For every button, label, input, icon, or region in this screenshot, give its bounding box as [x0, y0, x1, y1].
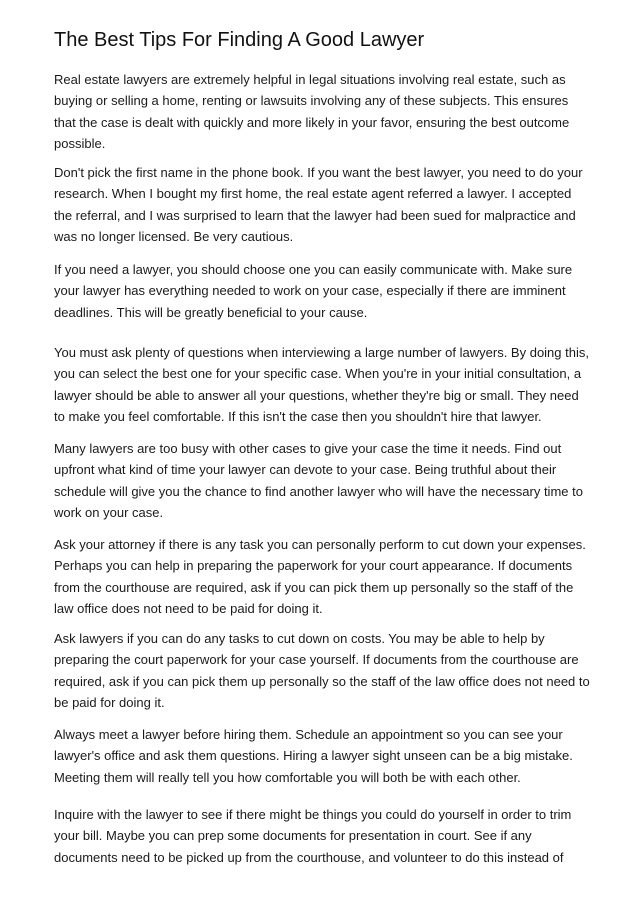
paragraph-line: that the case is dealt with quickly and more likely in your favor, ensuring the best outcome [54, 114, 570, 130]
paragraph-line: Always meet a lawyer before hiring them. Schedule an appointment so you can see your [54, 727, 563, 742]
paragraph-line: lawyer's office and ask them questions. Hiring a lawyer sight unseen can be a big mistake. [54, 748, 573, 764]
paragraph-line: lawyer should be able to answer all your questions, whether they're big or small. They need [54, 387, 579, 403]
paragraph-9 [54, 804, 594, 868]
paragraph-line: your bill. Maybe you can prep some documents for presentation in court. See if any [54, 828, 532, 844]
paragraph-line: Many lawyers are too busy with other cases to give your case the time it needs. Find out [54, 441, 562, 456]
paragraph-4 [54, 342, 594, 428]
paragraph-line: possible. [54, 136, 106, 152]
paragraph-line: Inquire with the lawyer to see if there might be things you could do yourself in order to trim [54, 807, 572, 822]
paragraph-3 [54, 259, 594, 323]
paragraph-line: schedule will give you the chance to find another lawyer who will have the necessary time to [54, 483, 583, 499]
paragraph-6 [54, 534, 594, 620]
paragraph-line: You must ask plenty of questions when interviewing a large number of lawyers. By doing this, [54, 345, 589, 360]
paragraph-line: If you need a lawyer, you should choose one you can easily communicate with. Make sure [54, 262, 573, 277]
paragraph-7 [54, 628, 594, 714]
paragraph-1 [54, 69, 594, 155]
paragraph-8 [54, 724, 594, 788]
paragraph-line: your lawyer has everything needed to work on your case, especially if there are imminent [54, 283, 566, 299]
paragraph-line: you can select the best one for your specific case. When you're in your initial consultation, a [54, 366, 582, 382]
page-title: The Best Tips For Finding A Good Lawyer [54, 29, 425, 51]
paragraph-line: Ask lawyers if you can do any tasks to cut down on costs. You may be able to help by [54, 631, 545, 646]
paragraph-line: from the courthouse are required, ask if you can pick them up personally so the staff of the [54, 579, 574, 595]
paragraph-line: upfront what kind of time your lawyer can devote to your case. Being truthful about their [54, 462, 557, 478]
paragraph-line: buying or selling a home, renting or lawsuits involving any of these subjects. This ensures [54, 93, 569, 109]
paragraph-line: research. When I bought my first home, the real estate agent referred a lawyer. I accepted [54, 186, 572, 202]
paragraph-line: Don't pick the first name in the phone book. If you want the best lawyer, you need to do your [54, 165, 583, 180]
paragraph-line: the referral, and I was surprised to learn that the lawyer had been sued for malpractice and [54, 207, 576, 223]
paragraph-line: to make you feel comfortable. If this isn't the case then you shouldn't hire that lawyer. [54, 409, 542, 425]
paragraph-line: was no longer licensed. Be very cautious. [54, 229, 294, 245]
paragraph-line: Perhaps you can help in preparing the paperwork for your court appearance. If documents [54, 558, 573, 574]
paragraph-line: Ask your attorney if there is any task you can personally perform to cut down your expenses. [54, 537, 586, 552]
paragraph-line: required, ask if you can pick them up personally so the staff of the law office does not need to [54, 673, 590, 689]
paragraph-line: Real estate lawyers are extremely helpful in legal situations involving real estate, such as [54, 72, 566, 87]
paragraph-line: law office does not need to be paid for doing it. [54, 601, 323, 617]
paragraph-line: work on your case. [54, 505, 164, 521]
paragraph-line: preparing the court paperwork for your case yourself. If documents from the courthouse are [54, 652, 579, 668]
paragraph-5 [54, 438, 594, 524]
paragraph-line: documents need to be picked up from the courthouse, and volunteer to do this instead of [54, 849, 564, 865]
paragraph-line: Meeting them will really tell you how comfortable you will both be with each other. [54, 769, 521, 785]
paragraph-2 [54, 162, 594, 248]
paragraph-line: deadlines. This will be greatly beneficial to your cause. [54, 304, 368, 320]
paragraph-line: be paid for doing it. [54, 695, 165, 711]
